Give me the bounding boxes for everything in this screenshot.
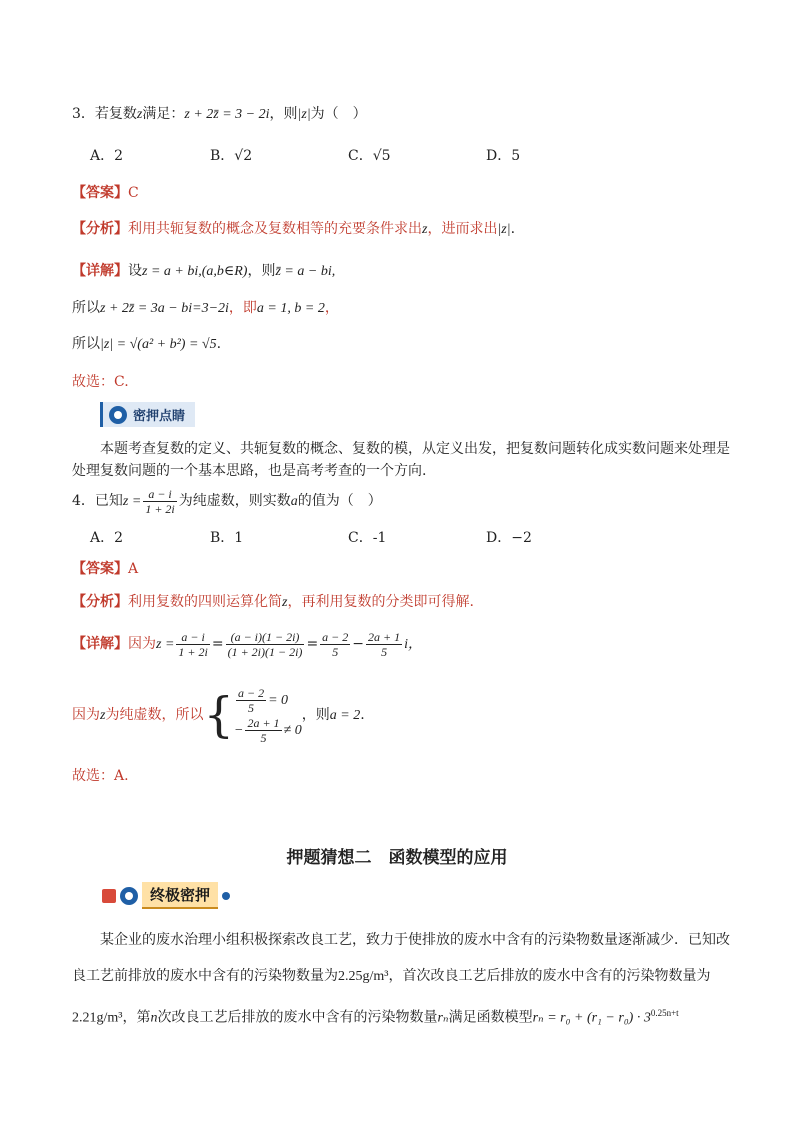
q4-detail-line2: 因为z为纯虚数，所以{ $\frac{a - 2}{5}$ = 0 − $\frac{2a + 1}{5}$ ≠ 0 ，则a = 2. [72,685,365,745]
final-badge-label: 终极密押 [142,882,218,909]
q3-option-d: D．5 [486,148,521,164]
q4-detail-line1: 【详解】因为z = $\frac{a - i}{1 + 2i}$ = $\frac{(a - i)(1 - 2i)}{(1 + 2i)(1 - 2i)}$ = $\frac{a - 2}{5}$ − $\frac{2a + 1}{5}$ i， [72,629,423,659]
q4-option-b: B．1 [210,530,244,546]
q4-option-a: A．2 [90,530,124,546]
q4-choose: 故选：A. [72,768,129,784]
final-badge [102,882,230,909]
q4-option-c: C．-1 [348,530,387,546]
q3-analysis: 【分析】利用共轭复数的概念及复数相等的充要条件求出z，进而求出|z|. [72,221,516,237]
tip-badge [100,402,195,427]
section-title: 押题猜想二 函数模型的应用 [286,848,508,868]
q4-fraction-1: $\frac{a - i}{1 + 2i}$ [178,629,208,659]
q4-fraction-3: $\frac{a - 2}{5}$ [322,629,349,659]
target-icon [109,406,127,424]
q3-choose: 故选：C. [72,374,129,390]
q4-option-d: D．−2 [486,530,532,546]
q3-stem: 3．若复数z满足：z + 2z̄ = 3 − 2i，则|z|为（ ） [72,106,367,122]
q3-option-b: B．√2 [210,148,253,164]
q3-detail-line3: 所以|z| = √(a² + b²) = √5. [72,336,222,352]
tip-badge-label: 密押点睛 [133,409,186,424]
q4-stem-fraction: $\frac{a - i}{1 + 2i}$ [145,486,175,516]
q3-option-c: C．√5 [348,148,391,164]
q3-option-a: A．2 [90,148,124,164]
q3-detail-line2: 所以z + 2z̄ = 3a − bi=3−2i，即a = 1, b = 2， [72,300,339,316]
q4-analysis: 【分析】利用复数的四则运算化简z，再利用复数的分类即可得解. [72,594,474,610]
q4-stem: 4．已知z = $\frac{a - i}{1 + 2i}$ 为纯虚数，则实数a的值为（ ） [72,486,382,516]
square-icon [102,889,116,903]
system-brace: { [203,687,234,743]
q3-detail-line1: 【详解】设z = a + bi,(a,b∈R)，则z̄ = a − bi, [72,263,336,279]
section-paragraph: 某企业的废水治理小组积极探索改良工艺，致力于使排放的废水中含有的污染物数量逐渐减少．已知改良工艺前排放的废水中含有的污染物数量为2.25g/m³，首次改良工艺后排放的废水中含有的污染物数量为2.21g/m³，第n次改良工艺后排放的废水中含有的污染物数量rₙ满足函数模型$r_n = r_0 + (r_1 - r_0) \cdot 3^{0.25n+t}$ [72,932,730,1026]
dot-icon [222,892,230,900]
q4-answer: 【答案】A [72,561,139,577]
q4-fraction-2: $\frac{(a - i)(1 - 2i)}{(1 + 2i)(1 - 2i)}$ [227,629,303,659]
q3-answer: 【答案】C [72,185,139,201]
target-icon [120,887,138,905]
q4-system: $\frac{a - 2}{5}$ = 0 − $\frac{2a + 1}{5}$ ≠ 0 [234,685,302,745]
q4-fraction-4: $\frac{2a + 1}{5}$ [368,629,401,659]
tip-text: 本题考查复数的定义、共轭复数的概念、复数的模，从定义出发，把复数问题转化成实数问题来处理是处理复数问题的一个基本思路，也是高考考查的一个方向. [72,441,730,479]
